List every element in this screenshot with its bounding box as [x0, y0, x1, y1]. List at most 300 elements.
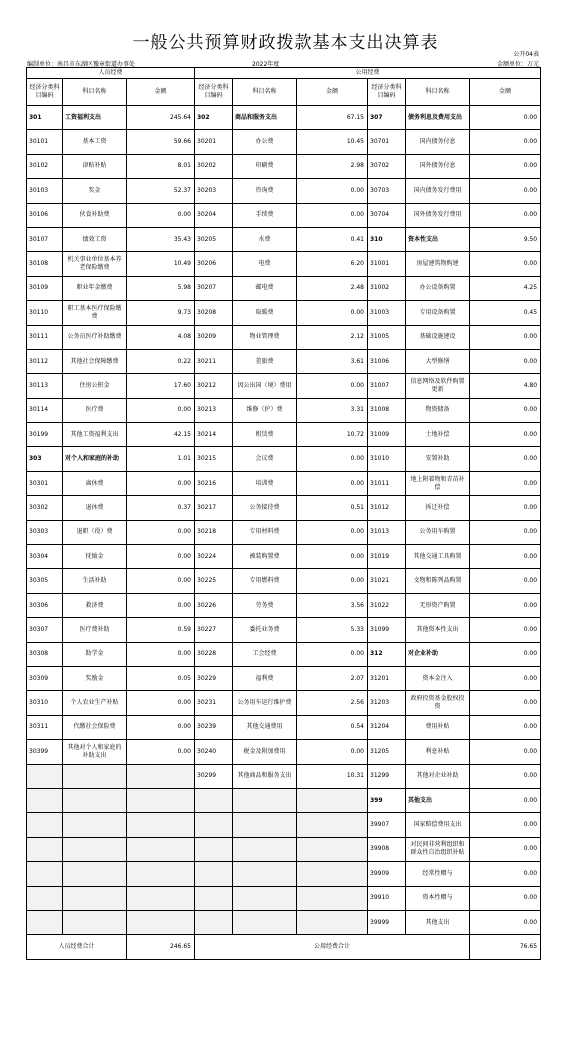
item-amount: 0.00: [470, 130, 541, 154]
public-header: 公用经费: [195, 68, 541, 79]
table-row: [27, 520, 541, 544]
item-code: 31008: [368, 398, 406, 422]
item-name: 基础设施建设: [406, 325, 470, 349]
empty-cell: [127, 788, 195, 812]
item-amount: 0.00: [470, 813, 541, 837]
item-name: 其他对企业补助: [406, 764, 470, 788]
item-amount: 0.00: [470, 642, 541, 666]
item-amount: 10.72: [297, 423, 368, 447]
item-amount: 0.00: [297, 374, 368, 398]
table-row: [27, 715, 541, 739]
item-code: 303: [27, 447, 63, 471]
item-name: 土地补偿: [406, 423, 470, 447]
item-code: 30308: [27, 642, 63, 666]
empty-cell: [127, 764, 195, 788]
item-amount: 0.00: [470, 252, 541, 276]
item-name: 救济费: [63, 593, 127, 617]
item-code: 30703: [368, 179, 406, 203]
item-amount: 3.61: [297, 349, 368, 373]
item-name: 手续费: [233, 203, 297, 227]
item-name: 对个人和家庭的补助: [63, 447, 127, 471]
item-amount: 2.12: [297, 325, 368, 349]
money-unit-label: 金额单位：万元: [496, 61, 539, 68]
empty-cell: [195, 837, 233, 861]
item-name: 职工基本医疗保险缴费: [63, 301, 127, 325]
empty-cell: [297, 910, 368, 934]
item-name: 房屋建筑物购建: [406, 252, 470, 276]
item-code: 31007: [368, 374, 406, 398]
item-code: 39907: [368, 813, 406, 837]
item-name: 委托业务费: [233, 618, 297, 642]
page-title: 一般公共预算财政拨款基本支出决算表: [132, 33, 439, 53]
item-code: 30399: [27, 740, 63, 764]
item-amount: 0.51: [297, 496, 368, 520]
table-row: [27, 788, 541, 812]
col-header-name: 科目名称: [406, 79, 470, 106]
table-row: [27, 203, 541, 227]
table-row: [27, 862, 541, 886]
item-code: 31022: [368, 593, 406, 617]
item-name: 拆迁补偿: [406, 496, 470, 520]
item-code: 30206: [195, 252, 233, 276]
empty-cell: [63, 764, 127, 788]
item-code: 30227: [195, 618, 233, 642]
item-amount: 3.56: [297, 593, 368, 617]
item-amount: 0.00: [470, 203, 541, 227]
item-code: 30702: [368, 154, 406, 178]
empty-cell: [127, 910, 195, 934]
item-code: 31002: [368, 276, 406, 300]
item-code: 31005: [368, 325, 406, 349]
item-name: 国内债务发行费用: [406, 179, 470, 203]
item-amount: 10.31: [297, 764, 368, 788]
empty-cell: [27, 862, 63, 886]
item-amount: 4.08: [127, 325, 195, 349]
item-code: 31201: [368, 666, 406, 690]
item-name: 安置补助: [406, 447, 470, 471]
item-name: 无形资产购置: [406, 593, 470, 617]
item-code: 30224: [195, 545, 233, 569]
item-name: 医疗费补助: [63, 618, 127, 642]
col-header-code: 经济分类科目编码: [368, 79, 406, 106]
item-code: 31006: [368, 349, 406, 373]
item-amount: 0.00: [470, 471, 541, 495]
table-body: [27, 106, 541, 935]
item-code: 30107: [27, 227, 63, 251]
item-code: 30205: [195, 227, 233, 251]
empty-cell: [195, 862, 233, 886]
item-code: 30101: [27, 130, 63, 154]
item-code: 30114: [27, 398, 63, 422]
col-header-code: 经济分类科目编码: [195, 79, 233, 106]
item-amount: 0.00: [470, 545, 541, 569]
col-header-name: 科目名称: [63, 79, 127, 106]
item-amount: 52.37: [127, 179, 195, 203]
item-amount: 42.15: [127, 423, 195, 447]
item-name: 其他支出: [406, 910, 470, 934]
item-code: 39910: [368, 886, 406, 910]
item-amount: 0.54: [297, 715, 368, 739]
item-name: 会议费: [233, 447, 297, 471]
item-code: 30303: [27, 520, 63, 544]
empty-cell: [297, 837, 368, 861]
empty-cell: [195, 813, 233, 837]
item-amount: 0.22: [127, 349, 195, 373]
empty-cell: [127, 862, 195, 886]
item-name: 工会经费: [233, 642, 297, 666]
item-code: 31099: [368, 618, 406, 642]
item-amount: 6.20: [297, 252, 368, 276]
item-amount: 9.50: [470, 227, 541, 251]
item-name: 地上附着物和青苗补偿: [406, 471, 470, 495]
empty-cell: [297, 788, 368, 812]
item-code: 31009: [368, 423, 406, 447]
item-name: 奖金: [63, 179, 127, 203]
item-amount: 0.00: [297, 179, 368, 203]
item-amount: 0.00: [297, 203, 368, 227]
item-amount: 5.98: [127, 276, 195, 300]
item-amount: 0.00: [127, 642, 195, 666]
item-name: 费用补贴: [406, 715, 470, 739]
item-code: 30229: [195, 666, 233, 690]
table-row: [27, 691, 541, 715]
item-amount: 0.00: [470, 496, 541, 520]
item-amount: 0.00: [470, 106, 541, 130]
item-code: 312: [368, 642, 406, 666]
item-amount: 0.00: [470, 423, 541, 447]
empty-cell: [233, 788, 297, 812]
empty-cell: [27, 813, 63, 837]
item-code: 399: [368, 788, 406, 812]
table-row: [27, 666, 541, 690]
item-amount: 0.00: [470, 691, 541, 715]
item-code: 307: [368, 106, 406, 130]
item-name: 国外债务发行费用: [406, 203, 470, 227]
item-name: 被装购置费: [233, 545, 297, 569]
item-code: 30216: [195, 471, 233, 495]
item-name: 公务员医疗补助缴费: [63, 325, 127, 349]
item-amount: 0.37: [127, 496, 195, 520]
col-header-amount: 金额: [127, 79, 195, 106]
expenditure-table: [26, 67, 541, 960]
item-code: 30214: [195, 423, 233, 447]
item-name: 因公出国（境）费用: [233, 374, 297, 398]
empty-cell: [233, 886, 297, 910]
empty-cell: [233, 837, 297, 861]
item-name: 债务利息及费用支出: [406, 106, 470, 130]
item-name: 福利费: [233, 666, 297, 690]
item-amount: 0.00: [470, 740, 541, 764]
item-code: 31019: [368, 545, 406, 569]
item-name: 资本性赠与: [406, 886, 470, 910]
item-code: 30109: [27, 276, 63, 300]
item-name: 物资储备: [406, 398, 470, 422]
item-amount: 0.00: [470, 666, 541, 690]
item-code: 30704: [368, 203, 406, 227]
item-amount: 0.00: [470, 520, 541, 544]
item-amount: 0.00: [127, 520, 195, 544]
item-amount: 0.00: [470, 179, 541, 203]
item-amount: 0.00: [470, 398, 541, 422]
item-code: 30311: [27, 715, 63, 739]
item-code: 30240: [195, 740, 233, 764]
item-amount: 0.41: [297, 227, 368, 251]
table-row: [27, 227, 541, 251]
item-code: 301: [27, 106, 63, 130]
item-amount: 0.45: [470, 301, 541, 325]
item-code: 30309: [27, 666, 63, 690]
item-code: 30111: [27, 325, 63, 349]
item-code: 31021: [368, 569, 406, 593]
item-name: 劳务费: [233, 593, 297, 617]
table-row: [27, 276, 541, 300]
item-code: 31010: [368, 447, 406, 471]
item-amount: 0.00: [297, 545, 368, 569]
table-row: [27, 301, 541, 325]
empty-cell: [297, 886, 368, 910]
item-code: 30211: [195, 349, 233, 373]
item-amount: 245.64: [127, 106, 195, 130]
item-amount: 0.00: [470, 715, 541, 739]
item-amount: 0.00: [470, 618, 541, 642]
item-amount: 0.00: [470, 837, 541, 861]
item-name: 奖励金: [63, 666, 127, 690]
item-code: 30208: [195, 301, 233, 325]
item-name: 公务接待费: [233, 496, 297, 520]
item-name: 信息网络及软件购置更新: [406, 374, 470, 398]
item-name: 维修（护）费: [233, 398, 297, 422]
table-row: [27, 496, 541, 520]
public-total-label: 公用经费合计: [195, 935, 470, 960]
item-code: 30226: [195, 593, 233, 617]
item-name: 税金及附加费用: [233, 740, 297, 764]
item-amount: 10.45: [297, 130, 368, 154]
item-amount: 4.25: [470, 276, 541, 300]
item-amount: 2.48: [297, 276, 368, 300]
item-code: 30215: [195, 447, 233, 471]
item-code: 31001: [368, 252, 406, 276]
item-amount: 0.00: [297, 447, 368, 471]
col-header-name: 科目名称: [233, 79, 297, 106]
item-code: 30299: [195, 764, 233, 788]
item-name: 差旅费: [233, 349, 297, 373]
item-amount: 0.00: [297, 471, 368, 495]
item-amount: 0.00: [127, 545, 195, 569]
item-name: 资本性支出: [406, 227, 470, 251]
table-row: [27, 398, 541, 422]
item-code: 31203: [368, 691, 406, 715]
empty-cell: [63, 862, 127, 886]
empty-cell: [127, 813, 195, 837]
item-amount: 59.66: [127, 130, 195, 154]
col-header-amount: 金额: [297, 79, 368, 106]
item-name: 文物和陈列品购置: [406, 569, 470, 593]
item-name: 办公设备购置: [406, 276, 470, 300]
table-row: [27, 252, 541, 276]
item-code: 30217: [195, 496, 233, 520]
table-row: [27, 130, 541, 154]
item-code: 31299: [368, 764, 406, 788]
item-name: 租赁费: [233, 423, 297, 447]
item-code: 30302: [27, 496, 63, 520]
table-row: [27, 423, 541, 447]
item-amount: 0.00: [470, 325, 541, 349]
item-code: 39999: [368, 910, 406, 934]
item-code: 30213: [195, 398, 233, 422]
item-code: 30306: [27, 593, 63, 617]
item-amount: 0.00: [297, 520, 368, 544]
item-amount: 0.00: [470, 862, 541, 886]
table-row: [27, 593, 541, 617]
item-name: 专用材料费: [233, 520, 297, 544]
table-row: [27, 545, 541, 569]
item-code: 30228: [195, 642, 233, 666]
item-amount: 1.01: [127, 447, 195, 471]
item-name: 专用设备购置: [406, 301, 470, 325]
empty-cell: [297, 813, 368, 837]
table-row: [27, 447, 541, 471]
item-code: 31003: [368, 301, 406, 325]
item-name: 咨询费: [233, 179, 297, 203]
item-name: 物业管理费: [233, 325, 297, 349]
item-name: 其他支出: [406, 788, 470, 812]
item-name: 政府投资基金股权投资: [406, 691, 470, 715]
item-name: 其他商品和服务支出: [233, 764, 297, 788]
table-row: [27, 764, 541, 788]
personnel-total-amount: 246.65: [127, 935, 195, 960]
table-row: [27, 325, 541, 349]
item-code: 31205: [368, 740, 406, 764]
personnel-header: 人员经费: [27, 68, 195, 79]
item-amount: 0.00: [127, 691, 195, 715]
item-code: 30225: [195, 569, 233, 593]
table-row: [27, 569, 541, 593]
item-name: 其他交通费用: [233, 715, 297, 739]
item-amount: 0.00: [470, 349, 541, 373]
item-name: 公务用车运行维护费: [233, 691, 297, 715]
item-code: 302: [195, 106, 233, 130]
item-amount: 2.07: [297, 666, 368, 690]
item-name: 取暖费: [233, 301, 297, 325]
item-name: 抚恤金: [63, 545, 127, 569]
item-name: 培训费: [233, 471, 297, 495]
item-name: 资本金注入: [406, 666, 470, 690]
table-row: [27, 374, 541, 398]
item-code: 30701: [368, 130, 406, 154]
table-row: [27, 837, 541, 861]
item-code: 30218: [195, 520, 233, 544]
item-name: 助学金: [63, 642, 127, 666]
item-amount: 0.00: [470, 569, 541, 593]
form-number: 公开04表: [513, 51, 539, 58]
item-amount: 0.05: [127, 666, 195, 690]
item-code: 30110: [27, 301, 63, 325]
col-header-amount: 金额: [470, 79, 541, 106]
item-amount: 0.00: [470, 886, 541, 910]
item-name: 其他对个人和家庭的补助支出: [63, 740, 127, 764]
item-amount: 0.00: [127, 740, 195, 764]
item-code: 30231: [195, 691, 233, 715]
col-header-code: 经济分类科目编码: [27, 79, 63, 106]
item-code: 39908: [368, 837, 406, 861]
item-name: 其他工资福利支出: [63, 423, 127, 447]
item-amount: 0.00: [470, 593, 541, 617]
table-row: [27, 740, 541, 764]
item-name: 大型修缮: [406, 349, 470, 373]
item-name: 其他社会保障缴费: [63, 349, 127, 373]
item-amount: 0.00: [127, 203, 195, 227]
empty-cell: [195, 886, 233, 910]
empty-cell: [127, 837, 195, 861]
item-amount: 0.00: [470, 910, 541, 934]
table-row: [27, 886, 541, 910]
empty-cell: [27, 910, 63, 934]
item-amount: 0.00: [297, 301, 368, 325]
empty-cell: [297, 862, 368, 886]
item-amount: 2.56: [297, 691, 368, 715]
item-name: 医疗费: [63, 398, 127, 422]
year-label: 2022年度: [252, 61, 280, 68]
item-name: 津贴补贴: [63, 154, 127, 178]
item-amount: 0.00: [127, 715, 195, 739]
item-code: 31011: [368, 471, 406, 495]
empty-cell: [27, 886, 63, 910]
item-code: 30106: [27, 203, 63, 227]
empty-cell: [27, 788, 63, 812]
item-code: 30103: [27, 179, 63, 203]
item-amount: 2.98: [297, 154, 368, 178]
item-name: 机关事业单位基本养老保险缴费: [63, 252, 127, 276]
item-amount: 0.00: [470, 447, 541, 471]
item-name: 对企业补助: [406, 642, 470, 666]
empty-cell: [63, 886, 127, 910]
table-row: [27, 106, 541, 130]
table-row: [27, 471, 541, 495]
empty-cell: [195, 788, 233, 812]
item-name: 公务用车购置: [406, 520, 470, 544]
item-code: 30209: [195, 325, 233, 349]
item-amount: 0.00: [127, 398, 195, 422]
item-amount: 0.00: [127, 569, 195, 593]
item-amount: 0.00: [470, 788, 541, 812]
item-name: 退职（役）费: [63, 520, 127, 544]
item-name: 商品和服务支出: [233, 106, 297, 130]
item-name: 国外债务付息: [406, 154, 470, 178]
item-amount: 0.00: [297, 740, 368, 764]
item-name: 专用燃料费: [233, 569, 297, 593]
empty-cell: [127, 886, 195, 910]
item-name: 住房公积金: [63, 374, 127, 398]
item-amount: 17.60: [127, 374, 195, 398]
item-amount: 0.00: [470, 154, 541, 178]
item-name: 工资福利支出: [63, 106, 127, 130]
unit-label: 编制单位：南昌市东湖区豫章街道办事处: [27, 61, 136, 68]
item-name: 其他资本性支出: [406, 618, 470, 642]
item-name: 利息补贴: [406, 740, 470, 764]
item-amount: 67.15: [297, 106, 368, 130]
item-code: 30113: [27, 374, 63, 398]
item-name: 伙食补助费: [63, 203, 127, 227]
empty-cell: [63, 837, 127, 861]
item-amount: 5.33: [297, 618, 368, 642]
item-name: 其他交通工具购置: [406, 545, 470, 569]
item-code: 30239: [195, 715, 233, 739]
item-code: 30112: [27, 349, 63, 373]
item-amount: 4.80: [470, 374, 541, 398]
table-row: [27, 618, 541, 642]
item-code: 30304: [27, 545, 63, 569]
item-amount: 0.00: [127, 593, 195, 617]
